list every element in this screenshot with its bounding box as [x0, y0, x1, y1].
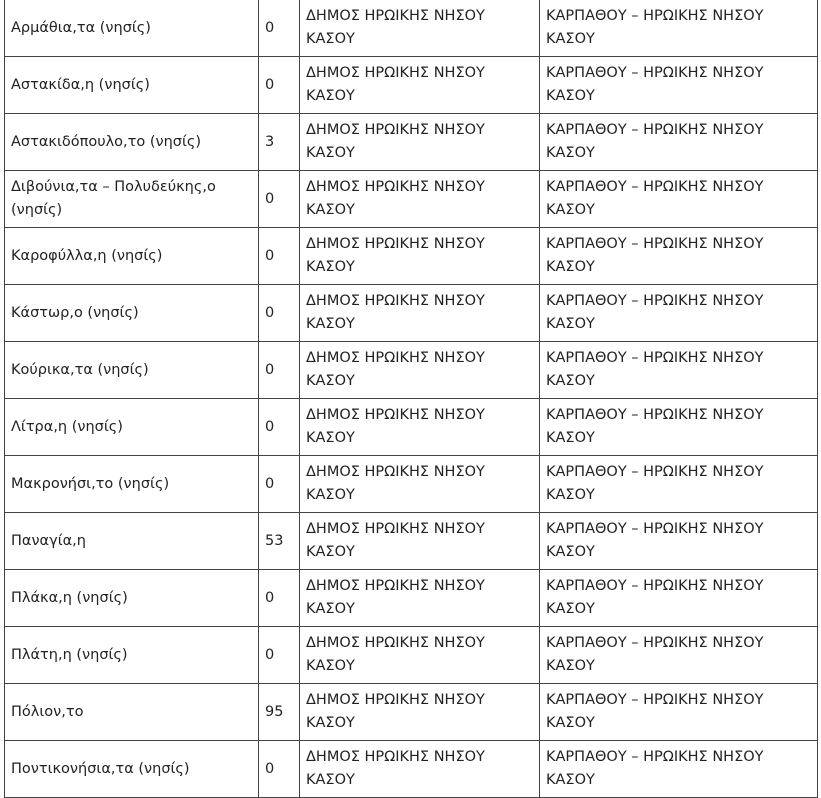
settlement-name-cell: Πλάτη,η (νησίς) [5, 627, 259, 684]
municipality-cell: ΔΗΜΟΣ ΗΡΩΙΚΗΣ ΝΗΣΟΥ ΚΑΣΟΥ [300, 513, 540, 570]
municipality-cell: ΔΗΜΟΣ ΗΡΩΙΚΗΣ ΝΗΣΟΥ ΚΑΣΟΥ [300, 342, 540, 399]
settlement-name-cell: Πόλιον,το [5, 684, 259, 741]
municipality-cell: ΔΗΜΟΣ ΗΡΩΙΚΗΣ ΝΗΣΟΥ ΚΑΣΟΥ [300, 684, 540, 741]
table-body [5, 0, 818, 798]
table-row [5, 0, 818, 57]
settlement-name-cell: Παναγία,η [5, 513, 259, 570]
municipality-cell: ΔΗΜΟΣ ΗΡΩΙΚΗΣ ΝΗΣΟΥ ΚΑΣΟΥ [300, 57, 540, 114]
table-row [5, 285, 818, 342]
municipality-cell: ΔΗΜΟΣ ΗΡΩΙΚΗΣ ΝΗΣΟΥ ΚΑΣΟΥ [300, 741, 540, 798]
table-row [5, 342, 818, 399]
regional-unit-cell: ΚΑΡΠΑΘΟΥ – ΗΡΩΙΚΗΣ ΝΗΣΟΥ ΚΑΣΟΥ [540, 627, 818, 684]
table-container [4, 0, 818, 798]
regional-unit-cell: ΚΑΡΠΑΘΟΥ – ΗΡΩΙΚΗΣ ΝΗΣΟΥ ΚΑΣΟΥ [540, 513, 818, 570]
population-cell: 95 [259, 684, 300, 741]
settlement-name-cell: Αστακιδόπουλο,το (νησίς) [5, 114, 259, 171]
table-row [5, 570, 818, 627]
table-row [5, 399, 818, 456]
population-cell: 0 [259, 57, 300, 114]
population-cell: 3 [259, 114, 300, 171]
regional-unit-cell: ΚΑΡΠΑΘΟΥ – ΗΡΩΙΚΗΣ ΝΗΣΟΥ ΚΑΣΟΥ [540, 114, 818, 171]
settlement-name-cell: Πλάκα,η (νησίς) [5, 570, 259, 627]
table-row [5, 456, 818, 513]
population-cell: 0 [259, 228, 300, 285]
settlement-name-cell: Καροφύλλα,η (νησίς) [5, 228, 259, 285]
regional-unit-cell: ΚΑΡΠΑΘΟΥ – ΗΡΩΙΚΗΣ ΝΗΣΟΥ ΚΑΣΟΥ [540, 171, 818, 228]
settlement-name-cell: Λίτρα,η (νησίς) [5, 399, 259, 456]
table-row [5, 114, 818, 171]
regional-unit-cell: ΚΑΡΠΑΘΟΥ – ΗΡΩΙΚΗΣ ΝΗΣΟΥ ΚΑΣΟΥ [540, 741, 818, 798]
regional-unit-cell: ΚΑΡΠΑΘΟΥ – ΗΡΩΙΚΗΣ ΝΗΣΟΥ ΚΑΣΟΥ [540, 456, 818, 513]
regional-unit-cell: ΚΑΡΠΑΘΟΥ – ΗΡΩΙΚΗΣ ΝΗΣΟΥ ΚΑΣΟΥ [540, 342, 818, 399]
population-cell: 0 [259, 285, 300, 342]
municipality-cell: ΔΗΜΟΣ ΗΡΩΙΚΗΣ ΝΗΣΟΥ ΚΑΣΟΥ [300, 285, 540, 342]
regional-unit-cell: ΚΑΡΠΑΘΟΥ – ΗΡΩΙΚΗΣ ΝΗΣΟΥ ΚΑΣΟΥ [540, 285, 818, 342]
population-cell: 0 [259, 0, 300, 57]
regional-unit-cell: ΚΑΡΠΑΘΟΥ – ΗΡΩΙΚΗΣ ΝΗΣΟΥ ΚΑΣΟΥ [540, 399, 818, 456]
population-cell: 0 [259, 456, 300, 513]
table-row [5, 627, 818, 684]
municipality-cell: ΔΗΜΟΣ ΗΡΩΙΚΗΣ ΝΗΣΟΥ ΚΑΣΟΥ [300, 228, 540, 285]
municipality-cell: ΔΗΜΟΣ ΗΡΩΙΚΗΣ ΝΗΣΟΥ ΚΑΣΟΥ [300, 171, 540, 228]
table-row [5, 171, 818, 228]
regional-unit-cell: ΚΑΡΠΑΘΟΥ – ΗΡΩΙΚΗΣ ΝΗΣΟΥ ΚΑΣΟΥ [540, 57, 818, 114]
population-cell: 53 [259, 513, 300, 570]
settlement-name-cell: Κάστωρ,ο (νησίς) [5, 285, 259, 342]
settlement-name-cell: Διβούνια,τα – Πολυδεύκης,ο (νησίς) [5, 171, 259, 228]
settlement-name-cell: Κούρικα,τα (νησίς) [5, 342, 259, 399]
settlement-name-cell: Ποντικονήσια,τα (νησίς) [5, 741, 259, 798]
regional-unit-cell: ΚΑΡΠΑΘΟΥ – ΗΡΩΙΚΗΣ ΝΗΣΟΥ ΚΑΣΟΥ [540, 570, 818, 627]
table-row [5, 513, 818, 570]
table-row [5, 228, 818, 285]
regional-unit-cell: ΚΑΡΠΑΘΟΥ – ΗΡΩΙΚΗΣ ΝΗΣΟΥ ΚΑΣΟΥ [540, 228, 818, 285]
regional-unit-cell: ΚΑΡΠΑΘΟΥ – ΗΡΩΙΚΗΣ ΝΗΣΟΥ ΚΑΣΟΥ [540, 684, 818, 741]
table-row [5, 741, 818, 798]
municipality-cell: ΔΗΜΟΣ ΗΡΩΙΚΗΣ ΝΗΣΟΥ ΚΑΣΟΥ [300, 114, 540, 171]
settlement-name-cell: Αρμάθια,τα (νησίς) [5, 0, 259, 57]
settlement-name-cell: Αστακίδα,η (νησίς) [5, 57, 259, 114]
municipality-cell: ΔΗΜΟΣ ΗΡΩΙΚΗΣ ΝΗΣΟΥ ΚΑΣΟΥ [300, 627, 540, 684]
population-cell: 0 [259, 342, 300, 399]
municipality-cell: ΔΗΜΟΣ ΗΡΩΙΚΗΣ ΝΗΣΟΥ ΚΑΣΟΥ [300, 570, 540, 627]
settlement-name-cell: Μακρονήσι,το (νησίς) [5, 456, 259, 513]
municipality-cell: ΔΗΜΟΣ ΗΡΩΙΚΗΣ ΝΗΣΟΥ ΚΑΣΟΥ [300, 456, 540, 513]
population-cell: 0 [259, 741, 300, 798]
municipality-cell: ΔΗΜΟΣ ΗΡΩΙΚΗΣ ΝΗΣΟΥ ΚΑΣΟΥ [300, 0, 540, 57]
settlements-table [4, 0, 818, 798]
table-row [5, 57, 818, 114]
population-cell: 0 [259, 171, 300, 228]
population-cell: 0 [259, 570, 300, 627]
municipality-cell: ΔΗΜΟΣ ΗΡΩΙΚΗΣ ΝΗΣΟΥ ΚΑΣΟΥ [300, 399, 540, 456]
population-cell: 0 [259, 627, 300, 684]
population-cell: 0 [259, 399, 300, 456]
table-row [5, 684, 818, 741]
regional-unit-cell: ΚΑΡΠΑΘΟΥ – ΗΡΩΙΚΗΣ ΝΗΣΟΥ ΚΑΣΟΥ [540, 0, 818, 57]
